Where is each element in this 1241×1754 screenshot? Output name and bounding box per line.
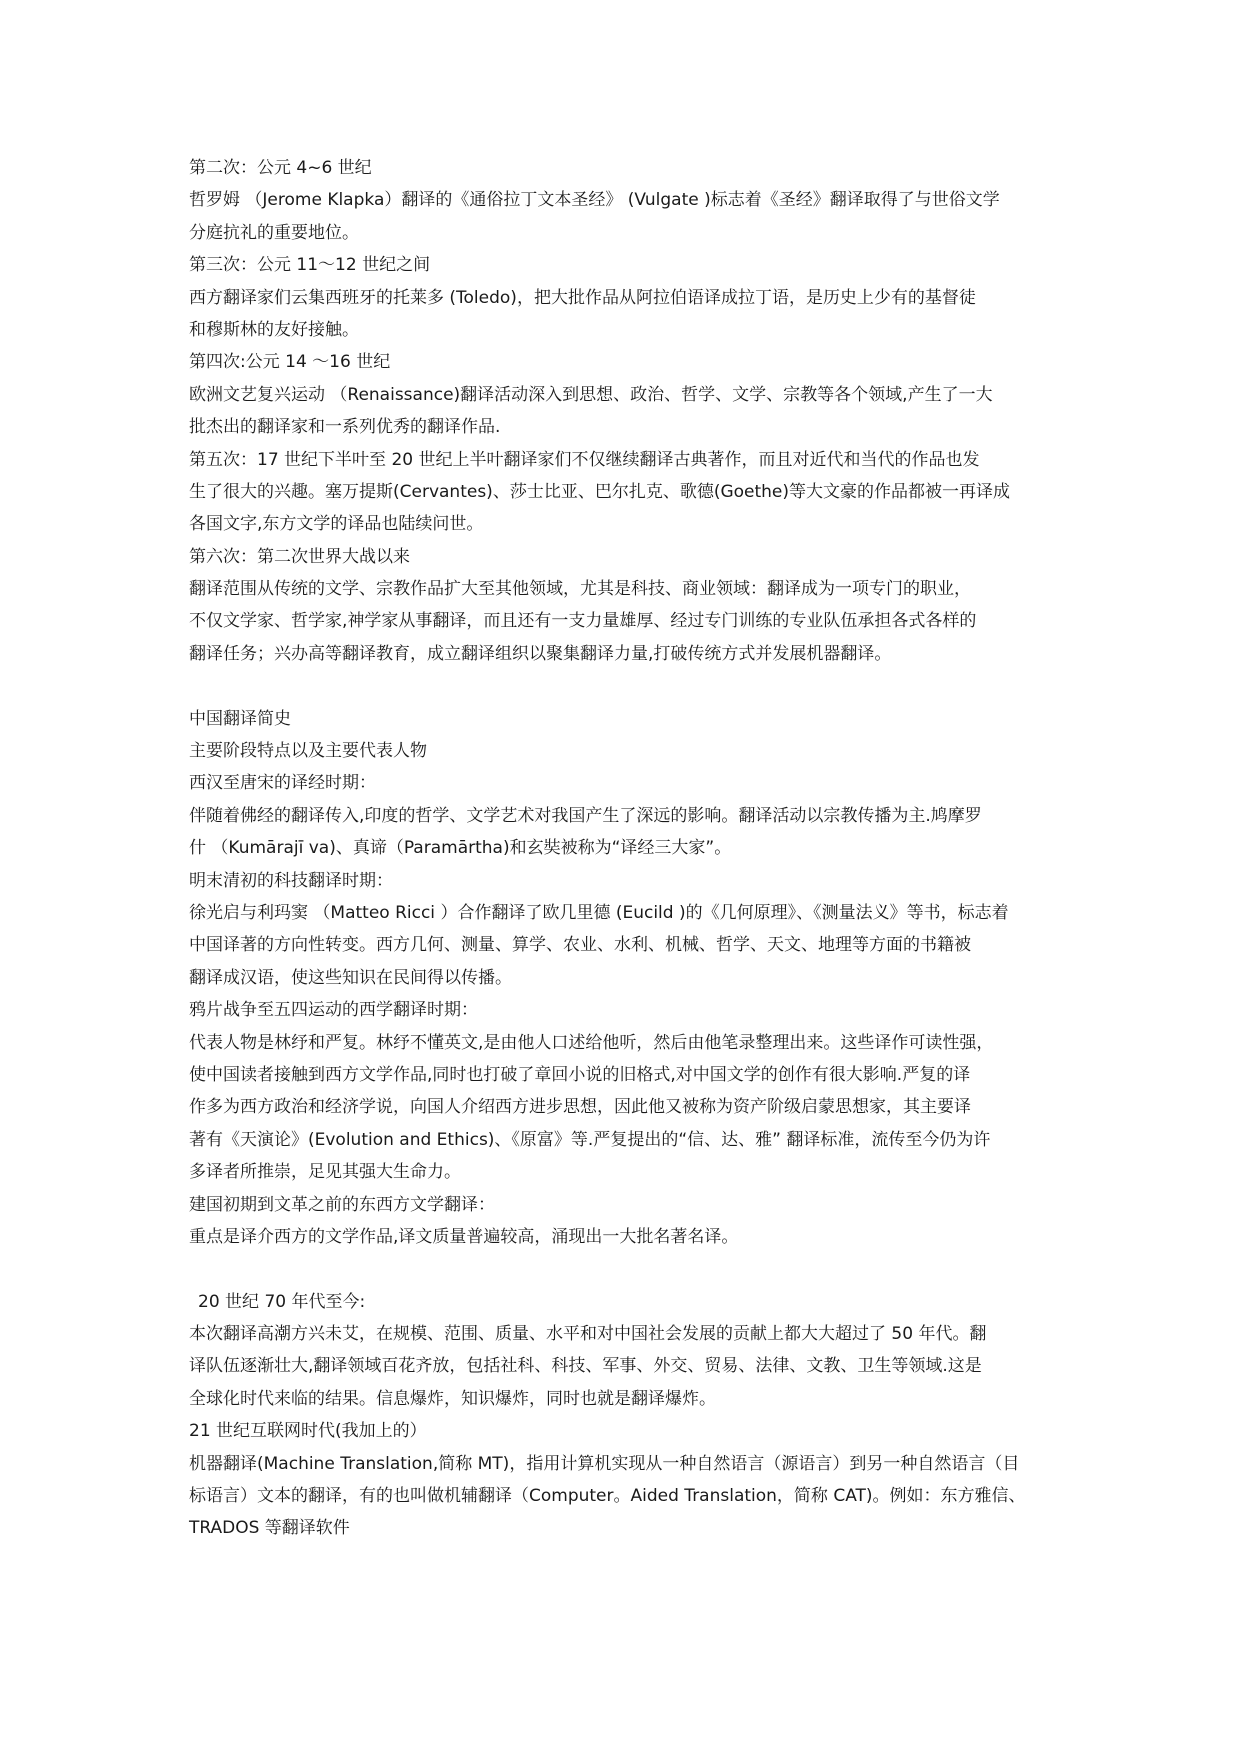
- paragraph-line: 使中国读者接触到西方文学作品,同时也打破了章回小说的旧格式,对中国文学的创作有很大影响.严复的译: [189, 1064, 971, 1085]
- paragraph-line: 和穆斯林的友好接触。: [189, 319, 359, 340]
- paragraph-line: 什 （Kumārajī va)、真谛（Paramārtha)和玄奘被称为“译经三大家”。: [189, 838, 732, 859]
- section-title: 中国翻译简史: [189, 708, 291, 729]
- paragraph-line: 标语言）文本的翻译，有的也叫做机辅翻译（Computer。Aided Translation，简称 CAT)。例如：东方雅信、: [189, 1486, 1026, 1507]
- section-subtitle: 主要阶段特点以及主要代表人物: [189, 741, 427, 762]
- paragraph-line: 作多为西方政治和经济学说，向国人介绍西方进步思想，因此他又被称为资产阶级启蒙思想家，其主要译: [189, 1097, 971, 1118]
- section-heading-second: 第二次：公元 4~6 世纪: [189, 158, 372, 178]
- paragraph-line: 哲罗姆 （Jerome Klapka）翻译的《通俗拉丁文本圣经》 (Vulgate )标志着《圣经》翻译取得了与世俗文学: [189, 190, 1000, 211]
- paragraph-line: 翻译成汉语，使这些知识在民间得以传播。: [189, 967, 512, 988]
- paragraph-line: 不仅文学家、哲学家,神学家从事翻译，而且还有一支力量雄厚、经过专门训练的专业队伍承担各式各样的: [189, 611, 977, 632]
- modern-translation-section: [189, 1286, 1069, 1545]
- blank-line: [189, 1253, 1069, 1285]
- paragraph-line: 重点是译介西方的文学作品,译文质量普遍较高，涌现出一大批名著名译。: [189, 1226, 739, 1247]
- document-page: [189, 152, 1069, 1545]
- period-heading: 21 世纪互联网时代(我加上的）: [189, 1421, 427, 1442]
- period-heading: 建国初期到文革之前的东西方文学翻译：: [189, 1194, 495, 1215]
- western-translation-section: [189, 152, 1069, 670]
- paragraph-line: 伴随着佛经的翻译传入,印度的哲学、文学艺术对我国产生了深远的影响。翻译活动以宗教传播为主.鸠摩罗: [189, 805, 982, 826]
- paragraph-line: 西方翻译家们云集西班牙的托莱多 (Toledo)，把大批作品从阿拉伯语译成拉丁语，是历史上少有的基督徒: [189, 287, 976, 308]
- section-heading-fifth: 第五次：17 世纪下半叶至 20 世纪上半叶翻译家们不仅继续翻译古典著作，而且对近代和当代的作品也发: [189, 449, 980, 470]
- paragraph-line: 译队伍逐渐壮大,翻译领域百花齐放，包括社科、科技、军事、外交、贸易、法律、文教、卫生等领域.这是: [189, 1356, 982, 1377]
- paragraph-line: 翻译任务；兴办高等翻译教育，成立翻译组织以聚集翻译力量,打破传统方式并发展机器翻译。: [189, 643, 892, 664]
- paragraph-line: 代表人物是林纾和严复。林纾不懂英文,是由他人口述给他听，然后由他笔录整理出来。这些译作可读性强，: [189, 1032, 994, 1053]
- period-heading: 西汉至唐宋的译经时期：: [189, 773, 376, 794]
- section-heading-third: 第三次：公元 11～12 世纪之间: [189, 255, 431, 276]
- paragraph-line: 分庭抗礼的重要地位。: [189, 222, 359, 243]
- paragraph-line: 中国译著的方向性转变。西方几何、测量、算学、农业、水利、机械、哲学、天文、地理等方面的书籍被: [189, 935, 971, 956]
- section-heading-sixth: 第六次：第二次世界大战以来: [189, 546, 410, 567]
- paragraph-line: 欧洲文艺复兴运动 （Renaissance)翻译活动深入到思想、政治、哲学、文学、宗教等各个领域,产生了一大: [189, 384, 993, 405]
- paragraph-line: 生了很大的兴趣。塞万提斯(Cervantes)、莎士比亚、巴尔扎克、歌德(Goethe)等大文豪的作品都被一再译成: [189, 481, 1011, 502]
- section-heading-fourth: 第四次:公元 14 ～16 世纪: [189, 352, 391, 373]
- paragraph-line: 机器翻译(Machine Translation,简称 MT)，指用计算机实现从一种自然语言（源语言）到另一种自然语言（目: [189, 1453, 1020, 1474]
- paragraph-line: 批杰出的翻译家和一系列优秀的翻译作品.: [189, 417, 501, 438]
- chinese-translation-history-section: [189, 703, 1069, 1254]
- paragraph-line: TRADOS 等翻译软件: [189, 1518, 350, 1539]
- period-heading: 明末清初的科技翻译时期：: [189, 870, 393, 891]
- paragraph-line: 本次翻译高潮方兴未艾，在规模、范围、质量、水平和对中国社会发展的贡献上都大大超过了 50 年代。翻: [189, 1324, 987, 1345]
- paragraph-line: 各国文字,东方文学的译品也陆续问世。: [189, 514, 484, 535]
- period-heading: 鸦片战争至五四运动的西学翻译时期：: [189, 1000, 478, 1021]
- paragraph-line: 徐光启与利玛窦 （Matteo Ricci ）合作翻译了欧几里德 (Eucild )的《几何原理》、《测量法义》等书，标志着: [189, 902, 1009, 923]
- paragraph-line: 多译者所推崇，足见其强大生命力。: [189, 1162, 461, 1183]
- paragraph-line: 翻译范围从传统的文学、宗教作品扩大至其他领域，尤其是科技、商业领域：翻译成为一项专门的职业，: [189, 579, 971, 600]
- period-heading: 20 世纪 70 年代至今:: [198, 1291, 366, 1312]
- blank-line: [189, 670, 1069, 702]
- paragraph-line: 著有《天演论》(Evolution and Ethics)、《原富》等.严复提出的“信、达、雅” 翻译标准，流传至今仍为许: [189, 1129, 991, 1150]
- paragraph-line: 全球化时代来临的结果。信息爆炸，知识爆炸，同时也就是翻译爆炸。: [189, 1388, 716, 1409]
